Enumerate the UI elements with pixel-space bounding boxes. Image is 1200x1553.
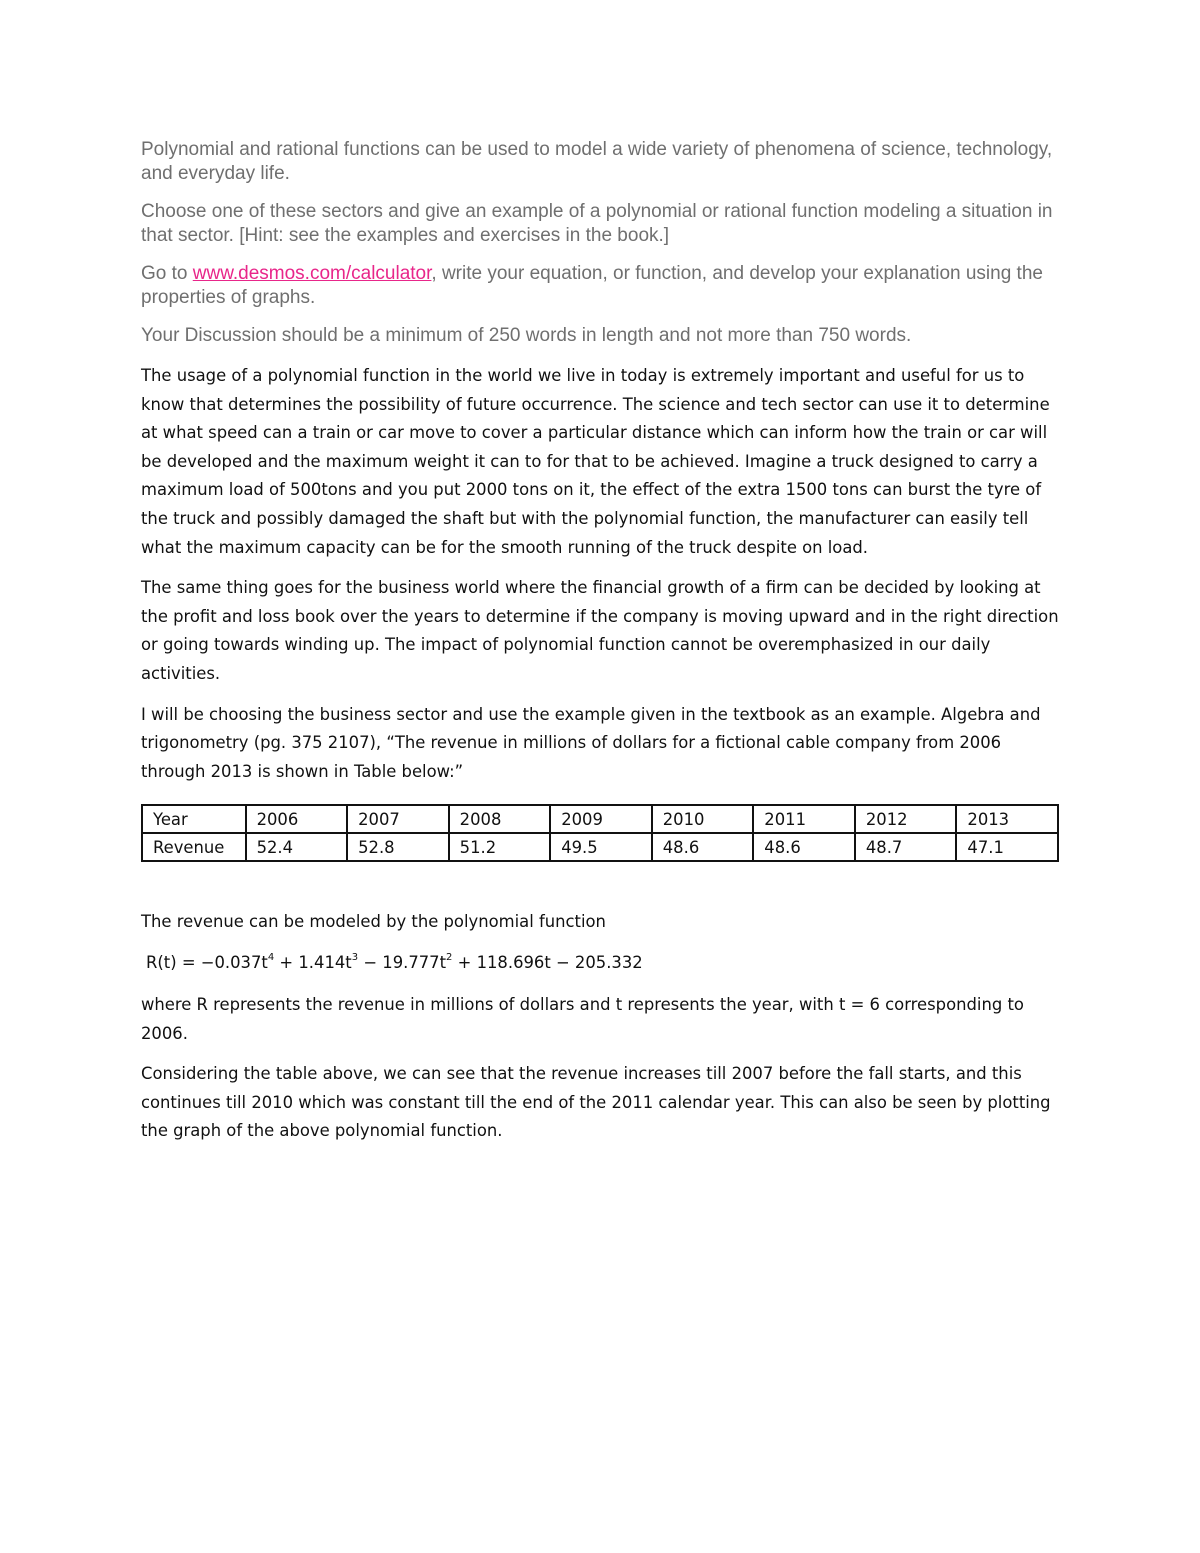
table-cell: Year [142, 805, 246, 833]
table-cell: 2012 [855, 805, 957, 833]
table-cell: 2010 [652, 805, 754, 833]
formula-exponent: 2 [446, 951, 453, 963]
table-cell: 52.8 [347, 833, 449, 861]
revenue-table [141, 804, 1059, 862]
table-cell: 51.2 [449, 833, 551, 861]
table-cell: 2006 [246, 805, 348, 833]
answer-paragraph-2: The same thing goes for the business world where the financial growth of a firm can be decided by looking at the profit and loss book over the years to determine if the company is moving upward and in the right direction or going towards winding up. The impact of polynomial function cannot be overemphasized in our daily activities. [141, 578, 1059, 683]
formula-exponent: 4 [267, 951, 275, 963]
table-cell: 2009 [550, 805, 652, 833]
formula-exponent: 3 [351, 951, 359, 963]
answer-paragraph-1: The usage of a polynomial function in the world we live in today is extremely important and useful for us to know that determines the possibility of future occurrence. The science and tech sector can use it to determine at what speed can a train or car move to cover a particular distance which can inform how the train or car will be developed and the maximum weight it can to for that to be achieved. Imagine a truck designed to carry a maximum load of 500tons and you put 2000 tons on it, the effect of the extra 1500 tons can burst the tyre of the truck and possibly damaged the shaft but with the polynomial function, the manufacturer can easily tell what the maximum capacity can be for the smooth running of the truck despite on load. [141, 366, 1050, 557]
polynomial-formula [146, 949, 1059, 977]
formula-part: + 118.696t − 205.332 [452, 952, 643, 972]
table-cell: 49.5 [550, 833, 652, 861]
table-row-revenue [142, 833, 1058, 861]
prompt-paragraph-1: Polynomial and rational functions can be used to model a wide variety of phenomena of science, technology, and everyday life. [141, 139, 1053, 184]
table-cell: Revenue [142, 833, 246, 861]
prompt-paragraph-4: Your Discussion should be a minimum of 250 words in length and not more than 750 words. [141, 325, 912, 346]
discussion-answer [141, 362, 1059, 1146]
answer-paragraph-5: where R represents the revenue in millions of dollars and t represents the year, with t = 6 corresponding to 2006. [141, 994, 1024, 1043]
table-cell: 48.6 [753, 833, 855, 861]
prompt-go-to-text: Go to [141, 263, 193, 284]
answer-paragraph-3: I will be choosing the business sector and use the example given in the textbook as an example. Algebra and trigonometry (pg. 375 2107), “The revenue in millions of dollars for a fictional cable company from 2006 through 2013 is shown in Table below:” [141, 704, 1041, 781]
prompt-paragraph-3 [141, 262, 1059, 310]
desmos-link[interactable]: www.desmos.com/calculator [192, 263, 432, 284]
prompt-paragraph-2: Choose one of these sectors and give an example of a polynomial or rational function modeling a situation in that sector. [Hint: see the examples and exercises in the book.] [141, 201, 1053, 246]
table-cell: 48.6 [652, 833, 754, 861]
table-cell: 47.1 [956, 833, 1058, 861]
table-cell: 52.4 [246, 833, 348, 861]
answer-paragraph-4: The revenue can be modeled by the polynomial function [141, 912, 606, 932]
table-cell: 48.7 [855, 833, 957, 861]
table-row-year [142, 805, 1058, 833]
table-cell: 2008 [449, 805, 551, 833]
table-cell: 2011 [753, 805, 855, 833]
prompt-instructions-text: , write your equation, or function, and develop your explanation using the properties of graphs. [141, 263, 1043, 308]
table-cell: 2007 [347, 805, 449, 833]
document-page [141, 138, 1059, 1158]
formula-part: + 1.414t [274, 952, 352, 972]
assignment-prompt [141, 138, 1059, 348]
formula-part: − 19.777t [358, 952, 447, 972]
table-cell: 2013 [956, 805, 1058, 833]
answer-paragraph-6: Considering the table above, we can see that the revenue increases till 2007 before the fall starts, and this continues till 2010 which was constant till the end of the 2011 calendar year. This can also be seen by plotting the graph of the above polynomial function. [141, 1064, 1051, 1141]
formula-part: R(t) = −0.037t [146, 952, 268, 972]
